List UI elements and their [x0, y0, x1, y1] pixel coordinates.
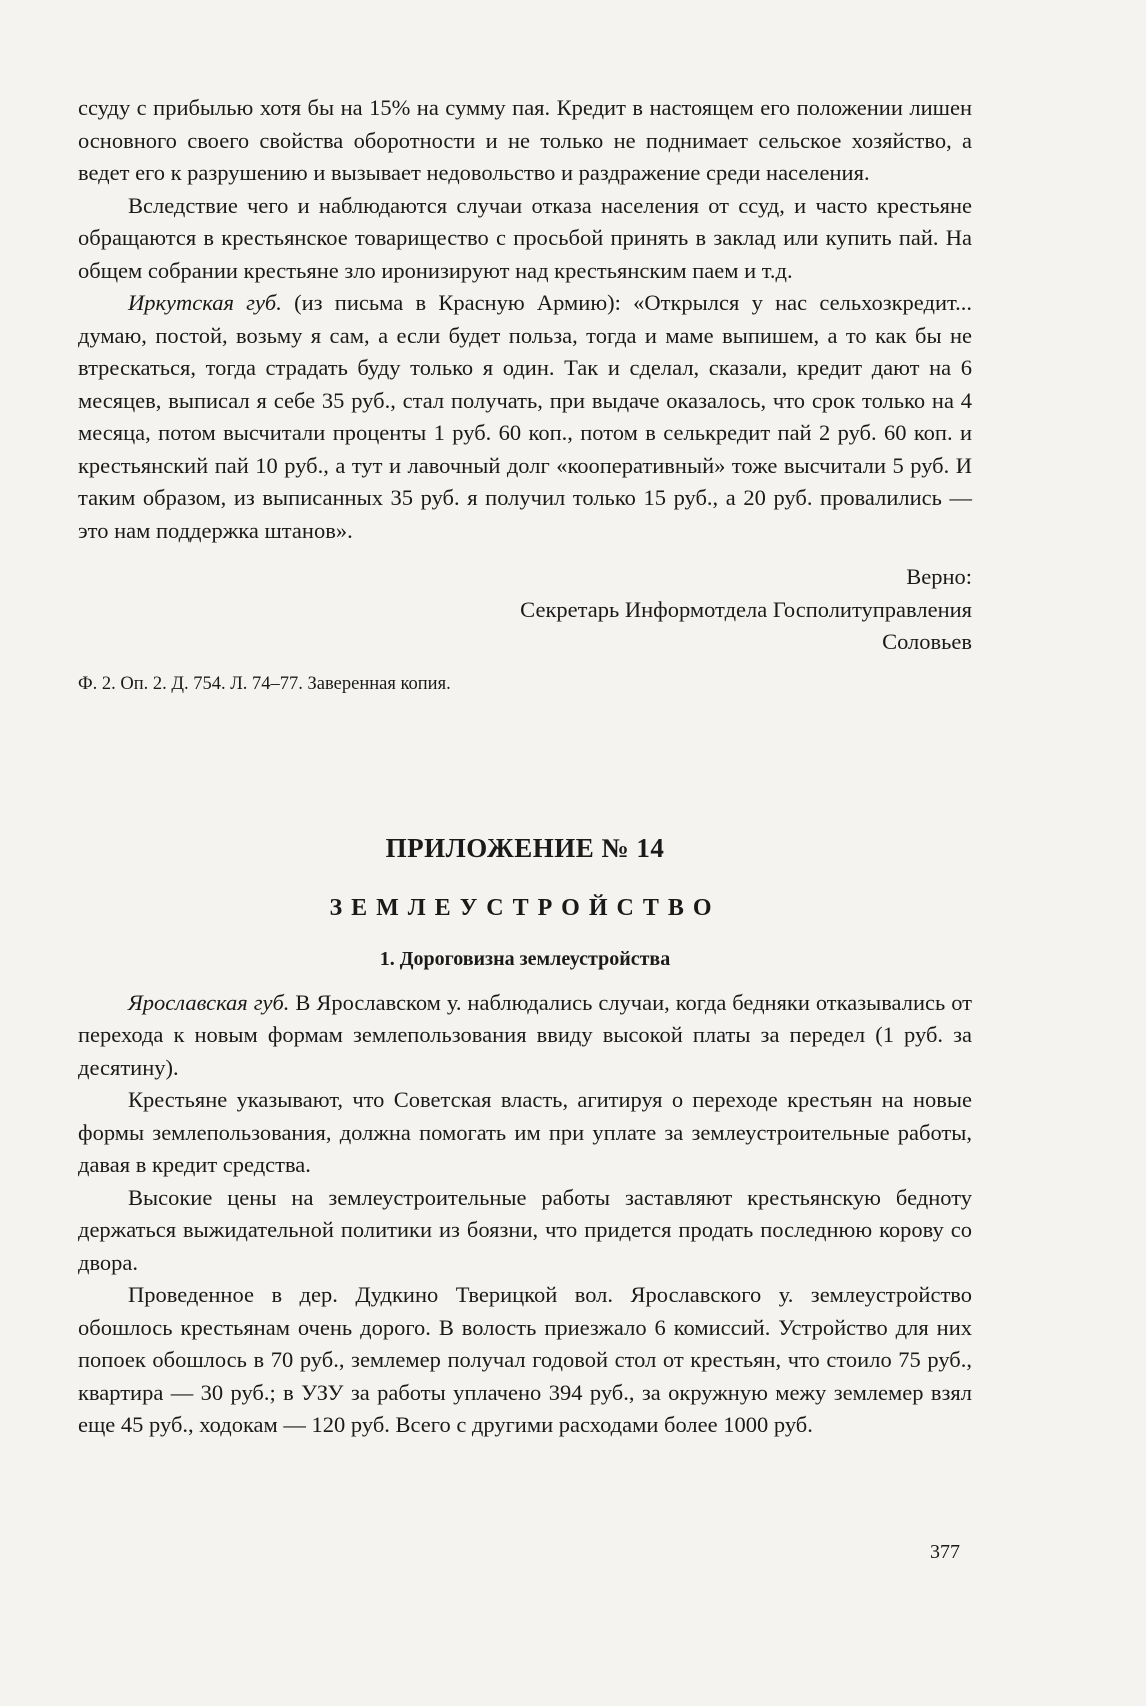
paragraph-high-prices	[78, 1182, 972, 1280]
place-name-yaroslavl: Ярославская губ.	[128, 989, 290, 1015]
paragraph-credit-profit	[78, 92, 972, 190]
paragraph-text: Высокие цены на землеустроительные работы заставляют крестьянскую бедноту держаться выжидательной политики из боязни, что придется продать последнюю корову со двора.	[78, 1184, 972, 1275]
paragraph-yaroslavl	[78, 987, 972, 1085]
paragraph-text: (из письма в Красную Армию): «Открылся у нас сельхозкредит... думаю, постой, возьму я сам, а если будет польза, тогда и маме выпишем, а то как бы не втрескаться, тогда страдать буду только я один. Так и сделал, сказали, кредит дают на 6 месяцев, выписал я себе 35 руб., стал получать, при выдаче оказалось, что срок только на 4 месяца, потом высчитали проценты 1 руб. 60 коп., потом в селькредит пай 2 руб. 60 коп. и крестьянский пай 10 руб., а тут и лавочный долг «кооперативный» тоже высчитали 5 руб. И таким образом, из выписанных 35 руб. я получил только 15 руб., а 20 руб. провалились — это нам поддержка штанов».	[78, 290, 972, 543]
page-number: 377	[930, 1541, 960, 1563]
appendix-title: ПРИЛОЖЕНИЕ № 14	[385, 832, 665, 863]
paragraph-irkutsk-letter	[78, 287, 972, 547]
page-content	[78, 92, 972, 1442]
paragraph-text: ссуду с прибылью хотя бы на 15% на сумму пая. Кредит в настоящем его положении лишен основного своего свойства оборотности и не только не поднимает сельское хозяйство, а ведет его к разрушению и вызывает недовольство и раздражение среди населения.	[78, 95, 972, 185]
paragraph-text: Крестьяне указывают, что Советская власть, агитируя о переходе крестьян на новые формы землепользования, должна помогать им при уплате за землеустроительные работы, давая в кредит средства.	[78, 1087, 972, 1177]
subsection-title: 1. Дороговизна землеустройства	[379, 947, 671, 970]
paragraph-dudkino	[78, 1279, 972, 1442]
section-title: ЗЕМЛЕУСТРОЙСТВО	[329, 894, 721, 921]
place-name-irkutsk: Иркутская губ.	[128, 290, 282, 315]
paragraph-refusal-of-loans	[78, 190, 972, 288]
paragraph-text: Проведенное в дер. Дудкино Тверицкой вол. Ярославского у. землеустройство обошлось крестьянам очень дорого. В волость приезжало 6 комиссий. Устройство для них попоек обошлось в 70 руб., землемер получал годовой стол от крестьян, что стоило 75 руб., квартира — 30 руб.; в УЗУ за работы уплачено 394 руб., за окружную межу землемер взял еще 45 руб., ходокам — 120 руб. Всего с другими расходами более 1000 руб.	[78, 1282, 972, 1437]
signature-block	[78, 561, 972, 659]
section-body	[78, 987, 972, 1442]
paragraph-soviet-help	[78, 1084, 972, 1182]
signature-name: Соловьев	[882, 629, 972, 654]
signature-verified: Верно:	[906, 564, 972, 589]
signature-position: Секретарь Информотдела Госполитуправления	[520, 596, 972, 622]
paragraph-text: Вследствие чего и наблюдаются случаи отказа населения от ссуд, и часто крестьяне обращаются в крестьянское товарищество с просьбой принять в заклад или купить пай. На общем собрании крестьяне зло иронизируют над крестьянским паем и т.д.	[78, 192, 972, 283]
archive-source-note: Ф. 2. Оп. 2. Д. 754. Л. 74–77. Заверенная копия.	[78, 673, 451, 694]
paragraph-text: В Ярославском у. наблюдались случаи, когда бедняки отказывались от перехода к новым формам землепользования ввиду высокой платы за передел (1 руб. за десятину).	[78, 989, 972, 1080]
